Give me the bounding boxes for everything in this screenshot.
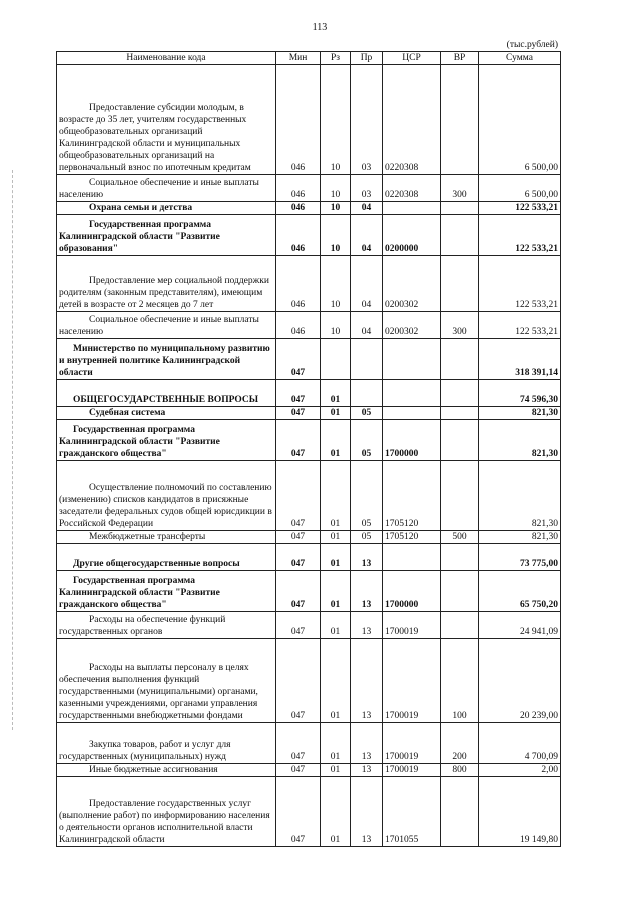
header-name: Наименование кода [57,52,276,65]
row-pr: 05 [351,420,383,461]
row-pr: 13 [351,777,383,847]
row-min: 046 [276,256,321,312]
row-rz: 01 [321,571,351,612]
table-row [57,202,561,215]
row-csr: 1700019 [383,639,441,723]
row-rz: 01 [321,612,351,639]
row-sum: 73 775,00 [479,544,561,571]
row-rz: 10 [321,202,351,215]
row-min: 046 [276,175,321,202]
row-vr [441,544,479,571]
row-rz: 01 [321,723,351,764]
row-pr: 05 [351,407,383,420]
row-name: Предоставление государственных услуг (выполнение работ) по информированию населения о деятельности органов исполнительной власти Калининградской области [59,799,270,845]
row-min: 046 [276,215,321,256]
row-rz: 01 [321,639,351,723]
row-min: 046 [276,202,321,215]
table-row [57,380,561,407]
row-pr: 05 [351,461,383,531]
row-name: Государственная программа Калининградской области "Развитие гражданского общества" [59,425,220,459]
row-csr [383,202,441,215]
budget-table [56,51,561,847]
row-sum: 74 596,30 [479,380,561,407]
row-name: Осуществление полномочий по составлению (изменению) списков кандидатов в присяжные заседатели федеральных судов общей юрисдикции в Российской Федерации [59,483,272,529]
row-sum: 65 750,20 [479,571,561,612]
row-vr: 300 [441,312,479,339]
row-vr: 200 [441,723,479,764]
row-vr [441,339,479,380]
binding-edge-marks [12,170,15,730]
row-csr: 1705120 [383,461,441,531]
row-csr: 1701055 [383,777,441,847]
row-vr [441,407,479,420]
row-csr: 1700019 [383,612,441,639]
row-sum: 24 941,09 [479,612,561,639]
row-pr: 03 [351,175,383,202]
row-csr [383,339,441,380]
row-vr [441,612,479,639]
row-sum: 122 533,21 [479,202,561,215]
row-min: 047 [276,639,321,723]
table-row [57,639,561,723]
row-vr [441,461,479,531]
row-name: Расходы на обеспечение функций государственных органов [59,615,226,637]
row-pr: 04 [351,202,383,215]
table-row [57,420,561,461]
table-row [57,764,561,777]
table-row [57,407,561,420]
row-csr: 0200302 [383,312,441,339]
row-name: Закупка товаров, работ и услуг для государственных (муниципальных) нужд [59,740,231,762]
row-min: 047 [276,380,321,407]
row-pr: 05 [351,531,383,544]
table-row [57,723,561,764]
row-name: Социальное обеспечение и иные выплаты населению [59,178,259,200]
row-sum: 20 239,00 [479,639,561,723]
row-rz: 10 [321,312,351,339]
row-rz: 01 [321,764,351,777]
table-row [57,777,561,847]
row-vr: 100 [441,639,479,723]
row-sum: 821,30 [479,407,561,420]
row-sum: 122 533,21 [479,215,561,256]
row-csr: 1705120 [383,531,441,544]
row-name: Предоставление мер социальной поддержки родителям (законным представителям), имеющим детей в возрасте от 2 месяцев до 7 лет [59,276,269,310]
row-rz: 01 [321,777,351,847]
row-min: 047 [276,339,321,380]
row-vr [441,571,479,612]
row-pr: 13 [351,544,383,571]
row-name: Социальное обеспечение и иные выплаты населению [59,315,259,337]
row-sum: 821,30 [479,461,561,531]
row-pr: 04 [351,215,383,256]
table-row [57,612,561,639]
row-vr [441,65,479,175]
row-vr [441,420,479,461]
row-vr: 800 [441,764,479,777]
row-pr [351,380,383,407]
row-pr: 04 [351,312,383,339]
table-header-row [57,52,561,65]
row-name: ОБЩЕГОСУДАРСТВЕННЫЕ ВОПРОСЫ [73,395,259,405]
row-min: 047 [276,764,321,777]
header-csr: ЦСР [383,52,441,65]
row-pr [351,339,383,380]
row-name: Охрана семьи и детства [89,203,193,213]
header-vr: ВР [441,52,479,65]
row-pr: 13 [351,764,383,777]
row-rz: 01 [321,531,351,544]
row-vr: 300 [441,175,479,202]
row-pr: 13 [351,571,383,612]
row-pr: 13 [351,639,383,723]
row-rz: 10 [321,175,351,202]
row-sum: 6 500,00 [479,175,561,202]
table-row [57,544,561,571]
table-row [57,571,561,612]
row-name: Предоставление субсидии молодым, в возрасте до 35 лет, учителям государственных общеобразовательных организаций Калининградской области и муниципальных общеобразовательных организаций на первоначальный взнос по ипотечным кредитам [59,103,251,173]
row-csr: 0220308 [383,175,441,202]
row-sum: 2,00 [479,764,561,777]
row-name: Государственная программа Калининградской области "Развитие гражданского общества" [59,576,220,610]
row-csr: 1700000 [383,420,441,461]
row-pr: 04 [351,256,383,312]
table-row [57,65,561,175]
row-rz: 10 [321,215,351,256]
row-csr [383,407,441,420]
row-name: Иные бюджетные ассигнования [89,765,218,775]
row-csr: 0200000 [383,215,441,256]
row-sum: 821,30 [479,531,561,544]
header-sum: Сумма [479,52,561,65]
row-rz: 01 [321,380,351,407]
row-rz: 01 [321,420,351,461]
row-csr: 1700019 [383,723,441,764]
row-pr: 13 [351,612,383,639]
row-min: 047 [276,531,321,544]
page-number: 113 [312,22,328,33]
row-pr: 03 [351,65,383,175]
row-min: 047 [276,571,321,612]
row-rz: 10 [321,65,351,175]
table-row [57,215,561,256]
table-row [57,531,561,544]
row-vr [441,380,479,407]
row-vr: 500 [441,531,479,544]
row-sum: 4 700,09 [479,723,561,764]
row-sum: 318 391,14 [479,339,561,380]
row-csr [383,380,441,407]
row-csr: 1700019 [383,764,441,777]
row-name: Судебная система [89,408,166,418]
row-pr: 13 [351,723,383,764]
row-min: 047 [276,544,321,571]
units-label: (тыс.рублей) [506,40,558,50]
row-sum: 122 533,21 [479,312,561,339]
table-row [57,312,561,339]
header-min: Мин [276,52,321,65]
row-rz [321,339,351,380]
header-rz: Рз [321,52,351,65]
row-name: Министерство по муниципальному развитию и внутренней политике Калининградской области [59,344,270,378]
row-csr [383,544,441,571]
table-row [57,256,561,312]
row-sum: 821,30 [479,420,561,461]
row-csr: 0200302 [383,256,441,312]
row-csr: 1700000 [383,571,441,612]
row-min: 047 [276,407,321,420]
row-csr: 0220308 [383,65,441,175]
row-name: Государственная программа Калининградской области "Развитие образования" [59,220,220,254]
row-min: 047 [276,777,321,847]
row-name: Межбюджетные трансферты [89,532,206,542]
row-sum: 6 500,00 [479,65,561,175]
row-min: 047 [276,723,321,764]
table-row [57,339,561,380]
row-sum: 19 149,80 [479,777,561,847]
header-pr: Пр [351,52,383,65]
row-vr [441,256,479,312]
row-min: 046 [276,65,321,175]
row-vr [441,777,479,847]
table-row [57,175,561,202]
row-rz: 01 [321,544,351,571]
row-rz: 01 [321,461,351,531]
row-min: 047 [276,420,321,461]
row-min: 047 [276,461,321,531]
row-name: Расходы на выплаты персоналу в целях обеспечения выполнения функций государственными (муниципальными) органами, казенными учреждениями, органами управления государственными внебюджетными фондами [59,663,258,721]
row-rz: 10 [321,256,351,312]
row-rz: 01 [321,407,351,420]
row-name: Другие общегосударственные вопросы [73,559,240,569]
row-min: 046 [276,312,321,339]
row-min: 047 [276,612,321,639]
row-vr [441,202,479,215]
table-row [57,461,561,531]
row-vr [441,215,479,256]
row-sum: 122 533,21 [479,256,561,312]
